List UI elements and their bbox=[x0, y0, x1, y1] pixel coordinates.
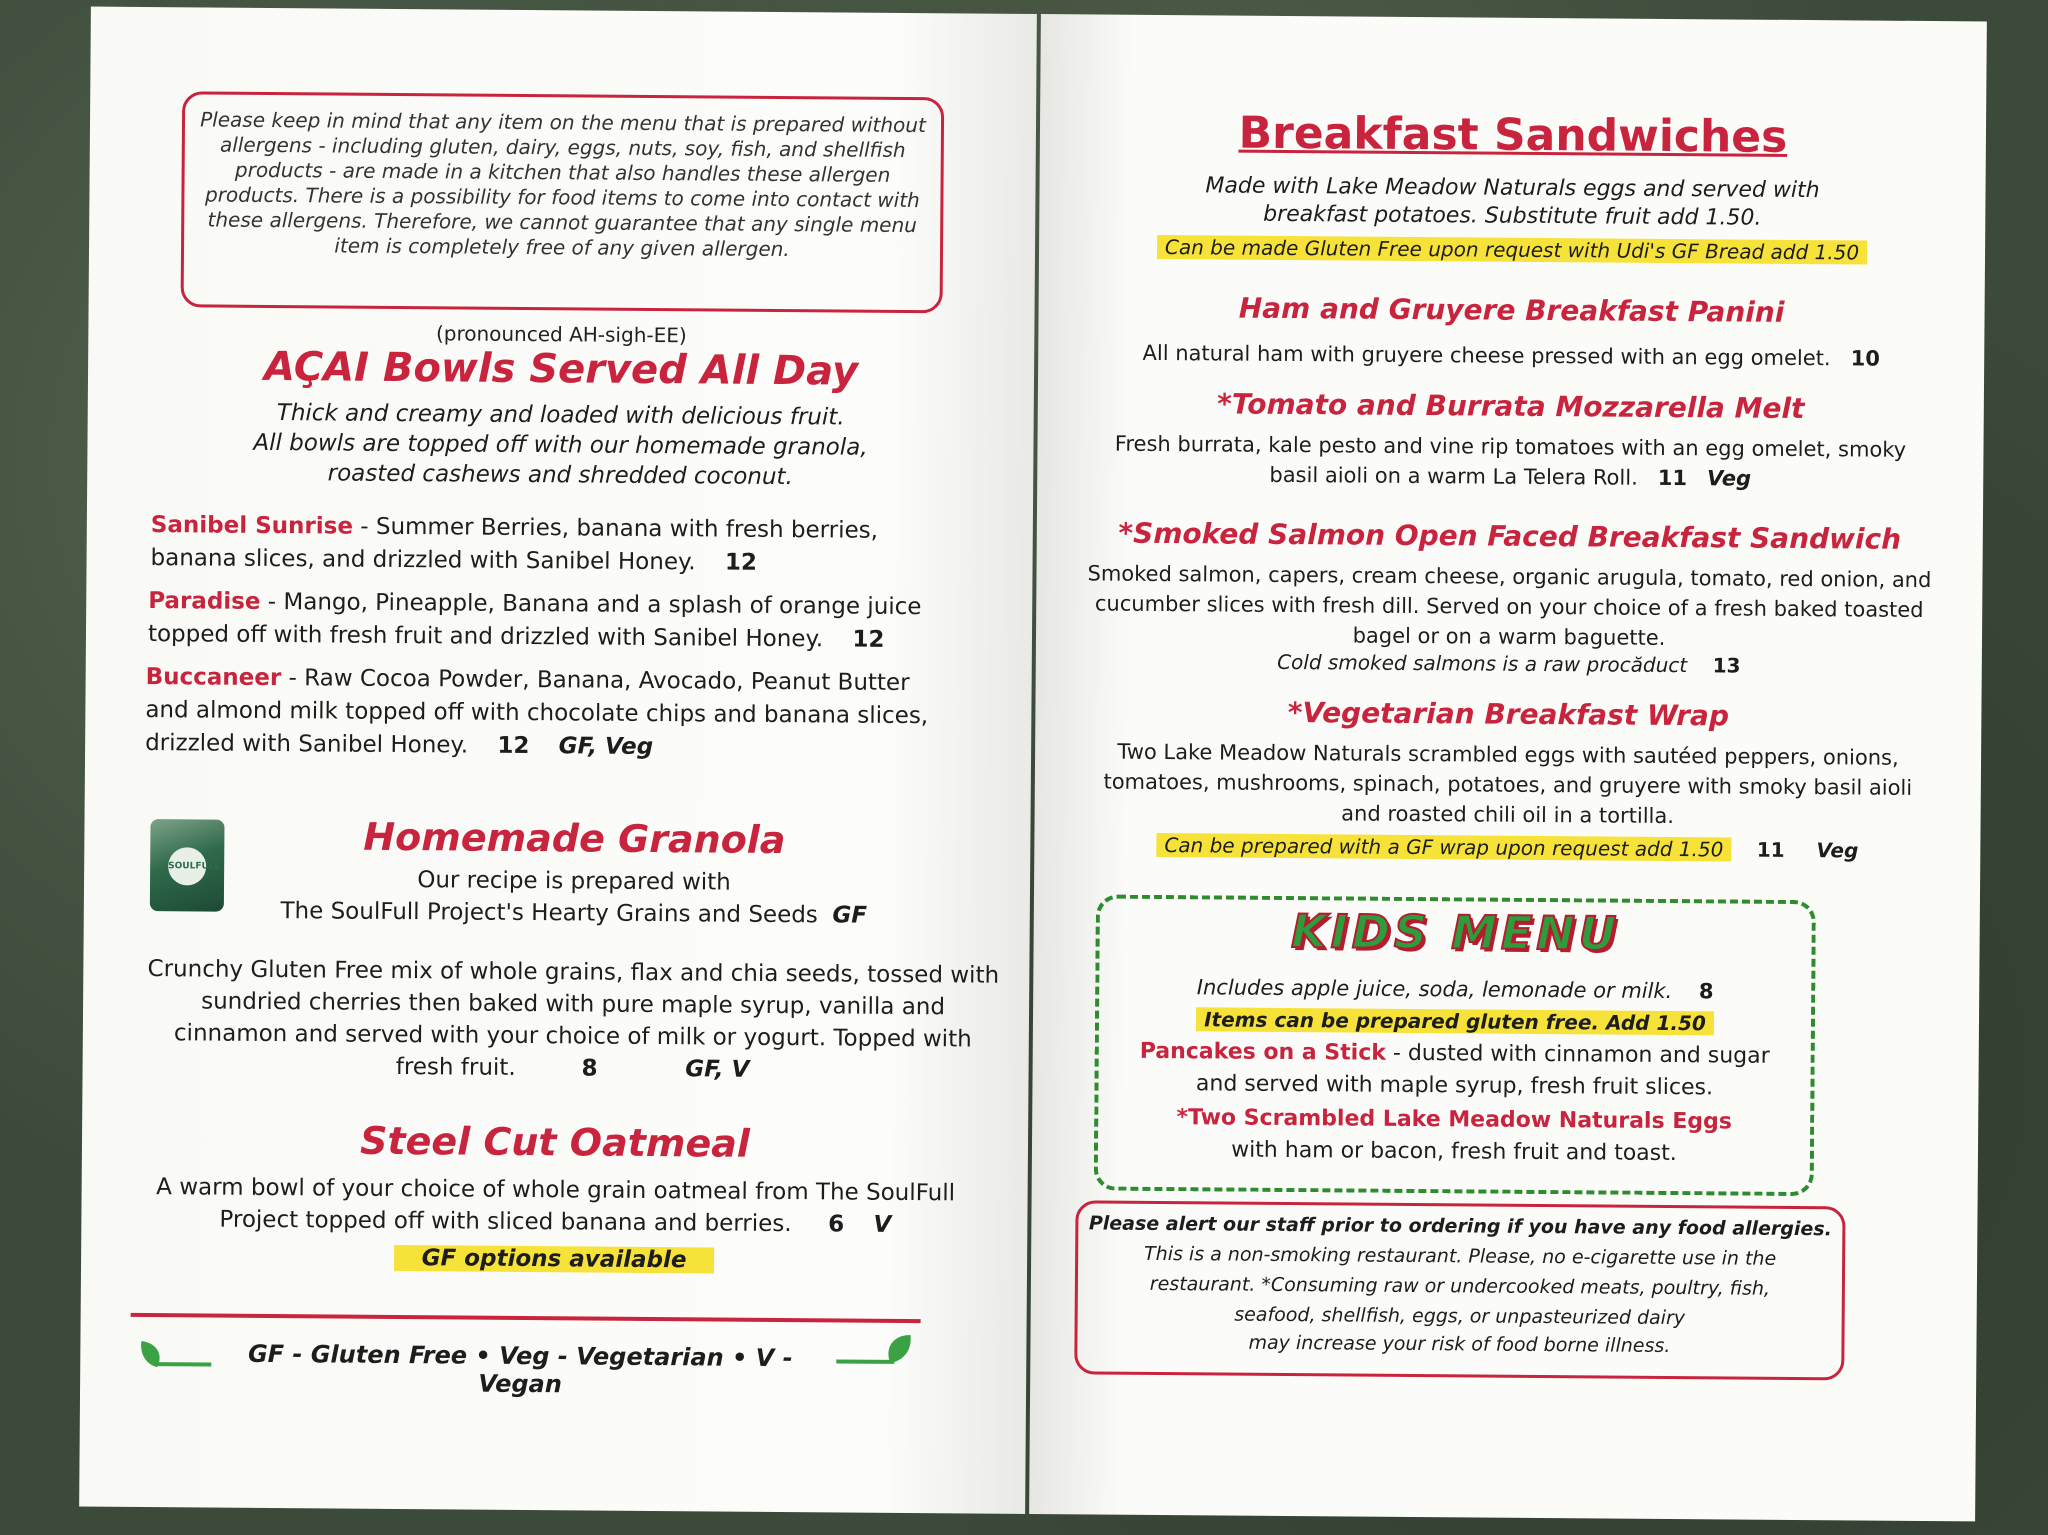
kids-price: 8 bbox=[1698, 979, 1714, 1004]
kids-item-1-desc: - dusted with cinnamon and sugar bbox=[1385, 1040, 1770, 1069]
granola-desc bbox=[142, 953, 1003, 1088]
sandwich-tags: Veg bbox=[1816, 838, 1859, 863]
sandwich-desc: Smoked salmon, capers, cream cheese, organic arugula, tomato, red onion, and cucumber slices with fresh dill. Served on your choice of a fresh baked toasted bagel or on a warm baguette. bbox=[1087, 561, 1932, 650]
sandwich-price: 11 bbox=[1756, 837, 1785, 862]
item-desc: - Mango, Pineapple, Banana and a splash of orange juice topped off with fresh fruit and drizzled with Sanibel Honey. bbox=[147, 588, 922, 653]
item-name: Sanibel Sunrise bbox=[150, 512, 354, 540]
allergen-notice: Please keep in mind that any item on the menu that is prepared without allergens - including gluten, dairy, eggs, nuts, soy, fish, and shellfish products - are made in a kitchen that also handles these allergen products. There is a possibility for food items to come into contact with these allergens. Therefore, we cannot guarantee that any single menu item is completely free of any given allergen. bbox=[200, 107, 926, 262]
menu-spread bbox=[79, 7, 1991, 1522]
alert-line-1: Please alert our staff prior to ordering if you have any food allergies. bbox=[1088, 1212, 1832, 1241]
oatmeal-title: Steel Cut Oatmeal bbox=[359, 1118, 751, 1166]
kids-includes-text: Includes apple juice, soda, lemonade or milk. bbox=[1196, 975, 1673, 1004]
sandwich-title: *Smoked Salmon Open Faced Breakfast Sandwich bbox=[1118, 516, 1902, 556]
list-item bbox=[148, 585, 948, 657]
alert-line-2: This is a non-smoking restaurant. Please, no e-cigarette use in the bbox=[1144, 1242, 1777, 1270]
oatmeal-highlight-row bbox=[81, 1243, 1027, 1276]
leaf-fork-icon bbox=[135, 1337, 215, 1374]
sandwich-price: 10 bbox=[1850, 346, 1880, 371]
left-page bbox=[79, 7, 1037, 1514]
sandwich-desc-text: All natural ham with gruyere cheese pressed with an egg omelet. bbox=[1142, 340, 1831, 371]
sandwich-title: Ham and Gruyere Breakfast Panini bbox=[1238, 291, 1785, 329]
list-item bbox=[150, 509, 950, 581]
bs-desc-1: Made with Lake Meadow Naturals eggs and served with bbox=[1205, 173, 1820, 204]
sandwich-highlight-row bbox=[1034, 832, 1980, 863]
sandwich-price: 13 bbox=[1712, 653, 1741, 678]
breakfast-sandwiches-title: Breakfast Sandwiches bbox=[1238, 107, 1788, 163]
granola-line1: Our recipe is prepared with bbox=[417, 867, 731, 896]
granola-line2-tag: GF bbox=[832, 902, 868, 929]
item-price: 12 bbox=[497, 732, 530, 760]
right-page bbox=[1029, 14, 1987, 1521]
list-item bbox=[145, 661, 956, 766]
sandwich-desc bbox=[1058, 340, 1964, 371]
oatmeal-tags: V bbox=[873, 1211, 892, 1238]
item-name: Buccaneer bbox=[145, 664, 282, 692]
granola-price: 8 bbox=[581, 1055, 598, 1082]
acai-pronounced: (pronounced AH-sigh-EE) bbox=[435, 321, 687, 348]
oatmeal-highlight: GF options available bbox=[394, 1245, 715, 1274]
item-price: 12 bbox=[724, 549, 758, 576]
item-tags: GF, Veg bbox=[558, 733, 654, 761]
kids-item-2-name: *Two Scrambled Lake Meadow Naturals Eggs bbox=[1176, 1105, 1732, 1135]
item-desc: - Summer Berries, banana with fresh berries, banana slices, and drizzled with Sanibel Honey. bbox=[150, 513, 879, 576]
item-desc: - Raw Cocoa Powder, Banana, Avocado, Peanut Butter and almond milk topped off with chocolate chips and banana slices, drizzled with Sanibel Honey. bbox=[145, 665, 929, 759]
acai-desc-2: All bowls are topped off with our homemade granola, bbox=[253, 429, 868, 461]
alert-line-5: may increase your risk of food borne illness. bbox=[1248, 1331, 1671, 1358]
leaf-fork-icon bbox=[832, 1330, 916, 1371]
granola-bag-image: SOULFULL bbox=[150, 819, 225, 912]
oatmeal-price: 6 bbox=[828, 1211, 845, 1238]
bs-highlight-row bbox=[1039, 234, 1985, 265]
sandwich-title: *Vegetarian Breakfast Wrap bbox=[1287, 695, 1730, 733]
granola-title: Homemade Granola bbox=[363, 814, 786, 863]
kids-highlight: Items can be prepared gluten free. Add 1.50 bbox=[1196, 1007, 1714, 1035]
item-name: Paradise bbox=[148, 588, 261, 615]
kids-menu-title: KIDS MENU bbox=[1290, 904, 1621, 961]
sandwich-highlight: Can be prepared with a GF wrap upon request add 1.50 bbox=[1156, 833, 1731, 862]
acai-desc-3: roasted cashews and shredded coconut. bbox=[327, 460, 793, 491]
oatmeal-desc bbox=[135, 1171, 975, 1242]
kids-item-1-desc2: and served with maple syrup, fresh fruit slices. bbox=[1195, 1071, 1714, 1101]
sandwich-note: Cold smoked salmons is a raw procăduct bbox=[1277, 649, 1688, 678]
kids-item-2-desc: with ham or bacon, fresh fruit and toast. bbox=[1231, 1137, 1677, 1167]
granola-line2 bbox=[144, 897, 1004, 930]
alert-line-3: restaurant. *Consuming raw or undercooked meats, poultry, fish, bbox=[1149, 1272, 1771, 1300]
kids-item-1-name: Pancakes on a Stick bbox=[1139, 1038, 1387, 1066]
acai-desc-1: Thick and creamy and loaded with delicious fruit. bbox=[276, 400, 845, 431]
bs-highlight: Can be made Gluten Free upon request with Udi's GF Bread add 1.50 bbox=[1157, 235, 1867, 265]
sandwich-desc: Two Lake Meadow Naturals scrambled eggs with sautéed peppers, onions, tomatoes, mushrooms, spinach, potatoes, and gruyere with smoky basil aioli and roasted chili oil in a tortilla. bbox=[1103, 739, 1913, 829]
oatmeal-desc-text: A warm bowl of your choice of whole grain oatmeal from The SoulFull Project topped off with sliced banana and berries. bbox=[156, 1174, 956, 1238]
legend-rule bbox=[131, 1313, 921, 1323]
sandwich-desc bbox=[1107, 429, 1913, 495]
item-price: 12 bbox=[852, 626, 885, 653]
sandwich-price: 11 bbox=[1657, 465, 1688, 491]
acai-title: AÇAI Bowls Served All Day bbox=[263, 343, 859, 395]
granola-line2-text: The SoulFull Project's Hearty Grains and Seeds bbox=[280, 898, 818, 929]
alert-line-4: seafood, shellfish, eggs, or unpasteurized dairy bbox=[1234, 1303, 1686, 1330]
granola-desc-text: Crunchy Gluten Free mix of whole grains, flax and chia seeds, tossed with sundried cherries then baked with pure maple syrup, vanilla and cinnamon and served with your choice of milk or yogurt. Topped with fresh fruit. bbox=[147, 956, 1000, 1081]
granola-tags: GF, V bbox=[685, 1056, 750, 1083]
diet-legend: GF - Gluten Free • Veg - Vegetarian • V - Vegan bbox=[247, 1339, 793, 1399]
sandwich-desc-text: Fresh burrata, kale pesto and vine rip tomatoes with an egg omelet, smoky basil aioli on a warm La Telera Roll. bbox=[1114, 431, 1907, 490]
sandwich-title: *Tomato and Burrata Mozzarella Melt bbox=[1217, 387, 1805, 426]
sandwich-tags: Veg bbox=[1707, 466, 1752, 491]
bs-desc-2: breakfast potatoes. Substitute fruit add 1.50. bbox=[1263, 201, 1762, 231]
